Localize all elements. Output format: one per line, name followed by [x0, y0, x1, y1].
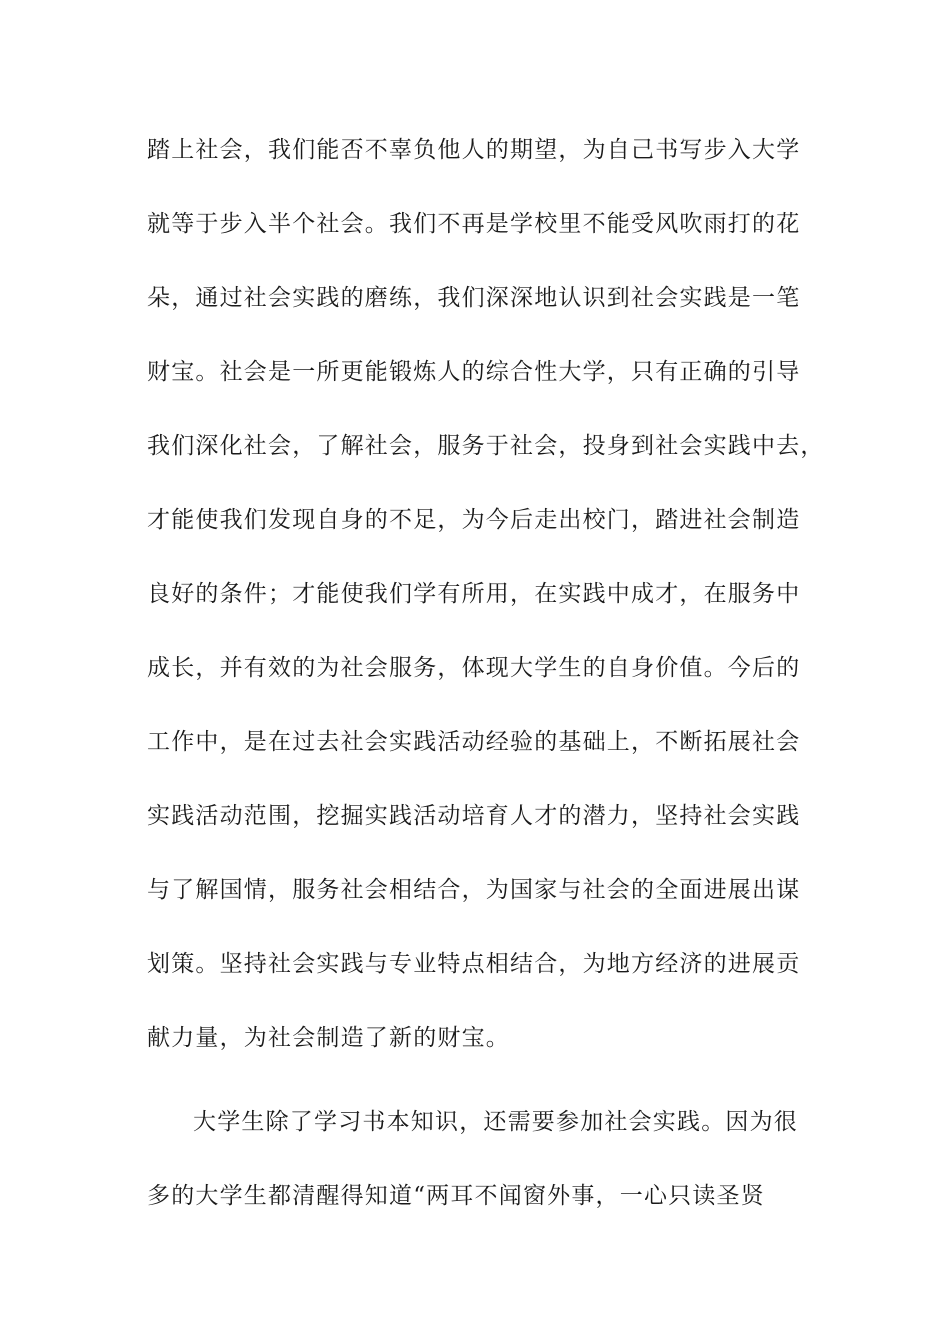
text-line-12: 划策。坚持社会实践与专业特点相结合，为地方经济的进展贡: [147, 951, 801, 977]
text-line-2: 就等于步入半个社会。我们不再是学校里不能受风吹雨打的花: [147, 211, 801, 237]
paragraph-start-line: 大学生除了学习书本知识，还需要参加社会实践。因为很: [193, 1109, 798, 1135]
text-line-9: 工作中，是在过去社会实践活动经验的基础上，不断拓展社会: [147, 729, 801, 755]
text-line-15: 多的大学生都清醒得知道“两耳不闻窗外事，一心只读圣贤: [147, 1183, 765, 1209]
text-line-1: 踏上社会，我们能否不辜负他人的期望，为自己书写步入大学: [147, 137, 801, 163]
text-line-13: 献力量，为社会制造了新的财宝。: [147, 1025, 510, 1051]
text-line-10: 实践活动范围，挖掘实践活动培育人才的潜力，坚持社会实践: [147, 803, 801, 829]
text-line-6: 才能使我们发现自身的不足，为今后走出校门，踏进社会制造: [147, 507, 801, 533]
text-line-4: 财宝。社会是一所更能锻炼人的综合性大学，只有正确的引导: [147, 359, 801, 385]
text-line-11: 与了解国情，服务社会相结合，为国家与社会的全面进展出谋: [147, 877, 801, 903]
text-line-5: 我们深化社会，了解社会，服务于社会，投身到社会实践中去，: [147, 433, 825, 459]
text-line-3: 朵，通过社会实践的磨练，我们深深地认识到社会实践是一笔: [147, 285, 801, 311]
text-line-8: 成长，并有效的为社会服务，体现大学生的自身价值。今后的: [147, 655, 801, 681]
text-line-7: 良好的条件；才能使我们学有所用，在实践中成才，在服务中: [147, 581, 801, 607]
